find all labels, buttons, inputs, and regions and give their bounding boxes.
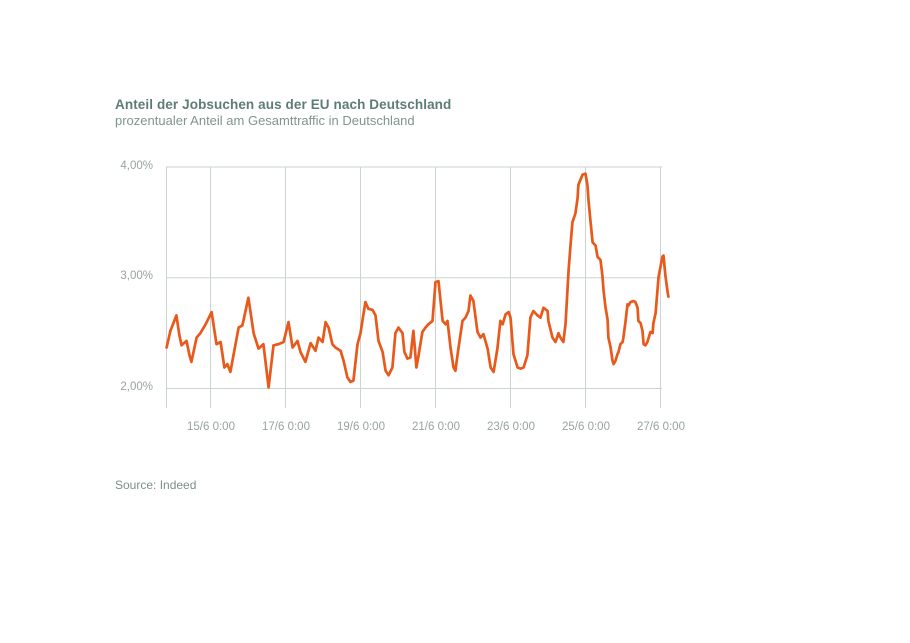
x-axis-label-19-6: 19/6 0:00 (337, 421, 385, 433)
x-axis-label-23-6: 23/6 0:00 (487, 421, 535, 433)
chart-subtitle: prozentualer Anteil am Gesamttraffic in Deutschland (115, 113, 415, 128)
x-axis-label-15-6: 15/6 0:00 (187, 421, 235, 433)
y-axis-label-2pct: 2,00% (120, 381, 153, 393)
series-line-eu-share (167, 174, 669, 388)
y-axis-label-4pct: 4,00% (120, 160, 153, 172)
chart-title: Anteil der Jobsuchen aus der EU nach Deutschland (115, 97, 452, 112)
x-axis-label-21-6: 21/6 0:00 (412, 421, 460, 433)
x-axis-label-27-6: 27/6 0:00 (637, 421, 685, 433)
x-axis-label-17-6: 17/6 0:00 (262, 421, 310, 433)
y-axis-label-3pct: 3,00% (120, 270, 153, 282)
source-label: Source: Indeed (115, 478, 197, 492)
x-axis-label-25-6: 25/6 0:00 (562, 421, 610, 433)
